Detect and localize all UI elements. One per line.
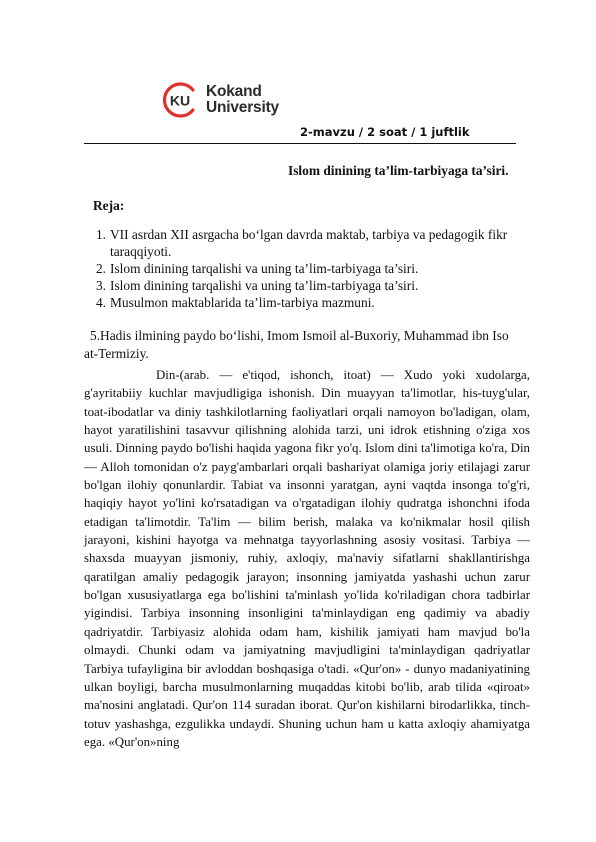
plan-item <box>84 260 534 277</box>
logo-line2: University <box>206 99 279 116</box>
logo-line1: Kokand <box>206 83 262 100</box>
plan-item-number: 2. <box>95 261 106 276</box>
plan-list <box>84 226 534 311</box>
header-divider <box>84 143 516 144</box>
plan-item-text: Islom dinining tarqalishi va uning ta’lim-tarbiyaga ta’siri. <box>110 278 419 293</box>
body-paragraph: Din-(arab. — e'tiqod, ishonch, itoat) — Xudo yoki xudolarga, g'ayritabiiy kuchlar mavjudligiga ishonish. Din muayyan ta'limotlar, his-tuyg'ular, toat-ibodatlar va diniy tashkilotlarning faoliyatlari orqali namoyon bo'ladigan, olam, hayot yaratilishini tasavvur qilishning alohida tarzi, uni idrok etishning o'ziga xos usuli. Dinning paydo bo'lishi haqida yagona fikr yo'q. Islom dini ta'limotiga ko'ra, Din — Alloh tomonidan o'z payg'ambarlari orqali bashariyat olamiga joriy etilajagi zarur bo'lgan ilohiy qonunlardir. Tabiat va insonni yaratgan, ayni vaqtda insonga to'g'ri, haqiqiy hayot yo'lini ko'rsatadigan va o'rgatadigan ilohiy qudratga ishonchni ifoda etadigan ta'limotdir. Ta'lim — bilim berish, malaka va ko'nikmalar hosil qilish jarayoni, kishini hayotga va mehnatga tayyorlashning asosiy vositasi. Tarbiya — shaxsda muayyan jismoniy, ruhiy, axloqiy, ma'naviy sifatlarni shakllantirishga qaratilgan amaliy pedagogik jarayon; insonning jamiyatda yashashi uchun zarur bo'lgan xususiyatlarga ega bo'lishini ta'minlash yo'lida ko'riladigan chora tadbirlar yigindisi. Tarbiya insonning insonligini ta'minlaydigan eng qadimiy va abadiy qadriyatdir. Tarbiyasiz alohida odam ham, kishilik jamiyati ham mavjud bo'la olmaydi. Chunki odam va jamiyatning mavjudligini ta'minlaydigan qadriyatlar Tarbiya tufayligina bir avloddan boshqasiga o'tadi. «Qur'on» - dunyo madaniyatining ulkan boyligi, barcha musulmonlarning muqaddas kitobi bo'lib, arab tilida «qiroat» ma'nosini anglatadi. Qur'on 114 suradan iborat. Qur'on kishilarni birodarlikka, tinch-totuv yashashga, ezgulikka undaydi. Shuning uchun ham u katta axloqiy ahamiyatga ega. «Qur'on»ning <box>84 368 530 749</box>
plan-item <box>84 277 534 294</box>
plan-item-number: 3. <box>95 278 106 293</box>
plan-heading: Reja: <box>93 198 125 213</box>
plan-item-number: 1. <box>95 227 106 242</box>
plan-item-text: Islom dinining tarqalishi va uning ta’lim-tarbiyaga ta’siri. <box>110 261 419 276</box>
plan-item <box>84 294 534 311</box>
plan-item-5: 5.Hadis ilmining paydo bo‘lishi, Imom Ismoil al-Buxoriy, Muhammad ibn Iso at-Termiziy. <box>84 328 509 361</box>
plan-item-text: Musulmon maktablarida ta’lim-tarbiya mazmuni. <box>110 295 375 310</box>
logo-wordmark <box>206 84 279 116</box>
ku-logo-icon <box>160 80 200 120</box>
plan-item <box>84 226 534 260</box>
plan-item-text: VII asrdan XII asrgacha bo‘lgan davrda maktab, tarbiya va pedagogik fikr taraqqiyoti. <box>110 227 508 259</box>
course-info: 2-mavzu / 2 soat / 1 juftlik <box>300 125 470 139</box>
svg-text:KU: KU <box>169 92 191 109</box>
university-logo <box>160 80 279 120</box>
document-title: Islom dinining ta’lim-tarbiyaga ta’siri. <box>288 163 509 178</box>
plan-item-number: 4. <box>95 295 106 310</box>
